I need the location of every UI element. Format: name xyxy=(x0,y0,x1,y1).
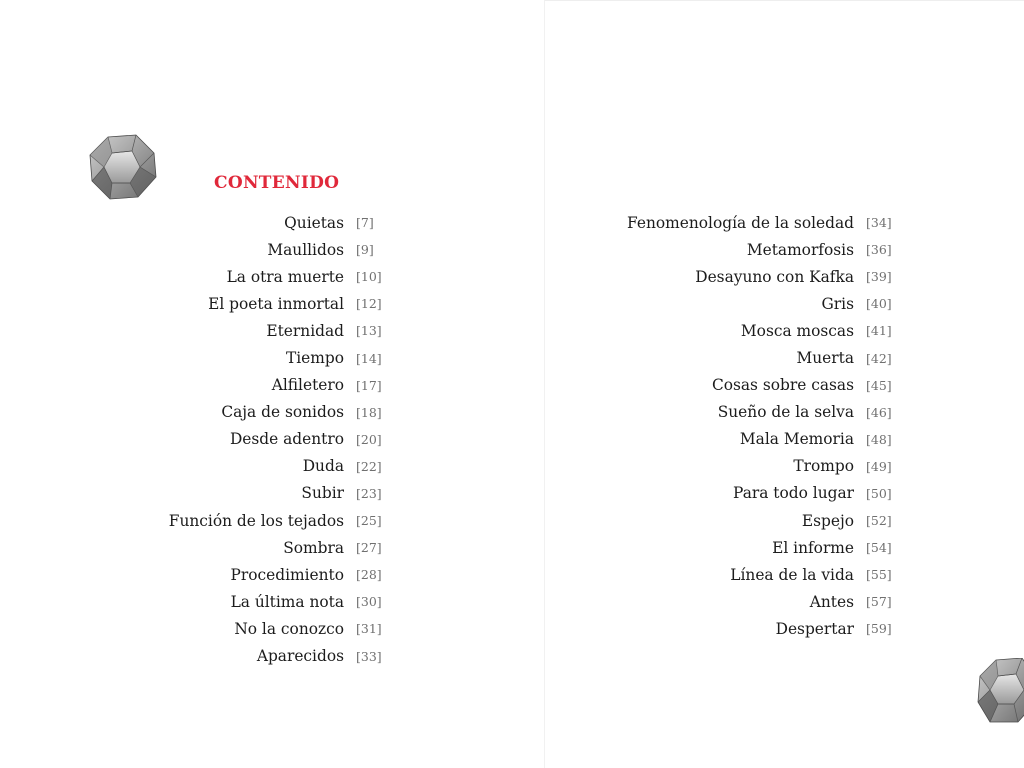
toc-entry-page-number: [31] xyxy=(356,621,382,637)
toc-entry-title: Mosca moscas xyxy=(740,321,854,340)
toc-entry-title: Desde adentro xyxy=(229,430,344,449)
toc-entry-page-number: [18] xyxy=(356,404,382,420)
toc-entry xyxy=(120,534,390,561)
toc-entry-page-number: [42] xyxy=(866,350,892,366)
toc-entry-title: Maullidos xyxy=(267,240,344,259)
toc-entry xyxy=(120,290,390,317)
toc-entry-page-number: [22] xyxy=(356,458,382,474)
toc-entry-title: No la conozco xyxy=(234,619,344,638)
toc-entry xyxy=(560,263,900,290)
toc-entry-page-number: [33] xyxy=(356,648,382,664)
toc-entry-title: Tiempo xyxy=(285,349,344,368)
dodecahedron-stone-icon xyxy=(976,658,1024,724)
toc-entry-page-number: [27] xyxy=(356,540,382,556)
toc-entry-title: Alfiletero xyxy=(271,376,344,395)
toc-entry-page-number: [55] xyxy=(866,567,892,583)
toc-entry-page-number: [54] xyxy=(866,540,892,556)
toc-entry-page-number: [41] xyxy=(866,323,892,339)
toc-entry-page-number: [59] xyxy=(866,621,892,637)
toc-entry-page-number: [46] xyxy=(866,404,892,420)
toc-entry xyxy=(560,453,900,480)
toc-entry-page-number: [45] xyxy=(866,377,892,393)
dodecahedron-stone-icon xyxy=(86,133,158,201)
toc-entry-page-number: [57] xyxy=(866,594,892,610)
toc-entry-page-number: [48] xyxy=(866,431,892,447)
toc-entry-page-number: [40] xyxy=(866,296,892,312)
toc-entry-page-number: [23] xyxy=(356,485,382,501)
toc-entry xyxy=(120,426,390,453)
toc-entry xyxy=(120,372,390,399)
toc-entry xyxy=(120,615,390,642)
toc-entry-title: Duda xyxy=(302,457,344,476)
toc-entry-title: Línea de la vida xyxy=(730,565,854,584)
toc-entry-title: Eternidad xyxy=(266,321,344,340)
toc-entry-page-number: [36] xyxy=(866,242,892,258)
toc-entry-page-number: [10] xyxy=(356,269,382,285)
toc-entry xyxy=(120,317,390,344)
toc-entry-title: Sombra xyxy=(283,538,344,557)
toc-entry xyxy=(120,588,390,615)
toc-entry-title: Gris xyxy=(821,294,854,313)
toc-entry-title: El informe xyxy=(772,538,854,557)
toc-entry-title: Mala Memoria xyxy=(739,430,854,449)
toc-entry-title: Subir xyxy=(301,484,344,503)
toc-entry-page-number: [9] xyxy=(356,242,374,258)
toc-entry-page-number: [34] xyxy=(866,215,892,231)
toc-entry-title: Desayuno con Kafka xyxy=(695,267,854,286)
toc-entry-title: Aparecidos xyxy=(256,647,344,666)
toc-entry xyxy=(560,480,900,507)
toc-entry-page-number: [17] xyxy=(356,377,382,393)
toc-entry-title: Fenomenología de la soledad xyxy=(627,213,854,232)
toc-entry-title: La otra muerte xyxy=(226,267,344,286)
toc-entry-page-number: [28] xyxy=(356,567,382,583)
toc-entry-title: Para todo lugar xyxy=(733,484,854,503)
toc-entry-title: Muerta xyxy=(796,349,854,368)
toc-entry-page-number: [13] xyxy=(356,323,382,339)
toc-entry-title: El poeta inmortal xyxy=(208,294,344,313)
toc-entry xyxy=(560,426,900,453)
toc-entry-page-number: [50] xyxy=(866,485,892,501)
toc-entry xyxy=(560,317,900,344)
toc-entry xyxy=(120,236,390,263)
toc-entry-title: Trompo xyxy=(793,457,854,476)
toc-entry-title: Función de los tejados xyxy=(168,511,344,530)
toc-entry-title: Caja de sonidos xyxy=(221,403,344,422)
toc-entry-page-number: [52] xyxy=(866,513,892,529)
toc-entry-page-number: [20] xyxy=(356,431,382,447)
toc-entry xyxy=(120,344,390,371)
toc-entry xyxy=(560,344,900,371)
toc-entry xyxy=(560,534,900,561)
toc-entry xyxy=(120,480,390,507)
toc-entry xyxy=(120,561,390,588)
toc-entry xyxy=(120,263,390,290)
toc-entry xyxy=(560,372,900,399)
toc-entry-page-number: [7] xyxy=(356,215,374,231)
toc-entry xyxy=(120,643,390,670)
toc-entry-title: Cosas sobre casas xyxy=(711,376,854,395)
toc-entry xyxy=(120,209,390,236)
table-of-contents-heading: CONTENIDO xyxy=(214,173,340,193)
toc-entry-page-number: [14] xyxy=(356,350,382,366)
toc-list-left xyxy=(120,209,390,670)
toc-list-right xyxy=(560,209,900,643)
toc-entry-page-number: [39] xyxy=(866,269,892,285)
toc-entry xyxy=(560,236,900,263)
toc-entry xyxy=(120,453,390,480)
toc-entry-title: Quietas xyxy=(284,213,344,232)
toc-entry xyxy=(560,507,900,534)
toc-entry-title: Sueño de la selva xyxy=(717,403,854,422)
toc-entry-title: Despertar xyxy=(775,619,854,638)
toc-entry xyxy=(560,561,900,588)
toc-entry-title: La última nota xyxy=(230,592,344,611)
toc-entry xyxy=(560,209,900,236)
toc-entry-page-number: [12] xyxy=(356,296,382,312)
toc-entry xyxy=(560,615,900,642)
toc-entry-title: Espejo xyxy=(801,511,854,530)
toc-entry-title: Antes xyxy=(809,592,854,611)
toc-entry-title: Procedimiento xyxy=(230,565,344,584)
toc-entry-page-number: [49] xyxy=(866,458,892,474)
toc-entry xyxy=(560,588,900,615)
toc-entry xyxy=(560,399,900,426)
toc-entry-page-number: [25] xyxy=(356,513,382,529)
toc-entry xyxy=(120,399,390,426)
toc-entry xyxy=(120,507,390,534)
toc-entry-title: Metamorfosis xyxy=(746,240,854,259)
toc-entry xyxy=(560,290,900,317)
toc-entry-page-number: [30] xyxy=(356,594,382,610)
